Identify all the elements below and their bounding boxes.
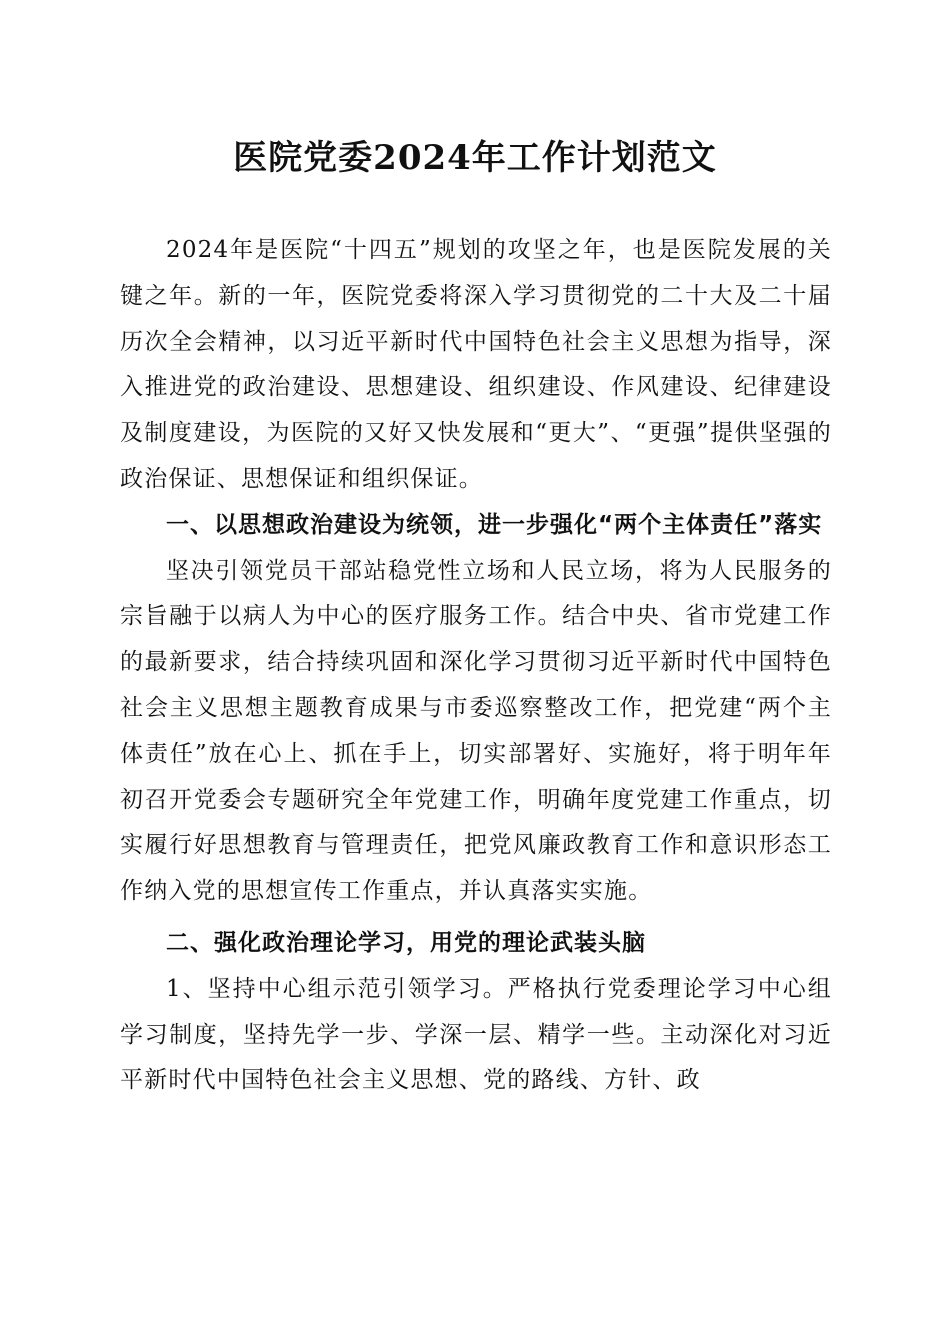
- section-2-paragraph: 1、坚持中心组示范引领学习。严格执行党委理论学习中心组学习制度，坚持先学一步、学深一层、精学一些。主动深化对习近平新时代中国特色社会主义思想、党的路线、方针、政: [120, 975, 832, 1094]
- section-1-paragraph: 坚决引领党员干部站稳党性立场和人民立场，将为人民服务的宗旨融于以病人为中心的医疗服务工作。结合中央、省市党建工作的最新要求，结合持续巩固和深化学习贯彻习近平新时代中国特色社会主义思想主题教育成果与市委巡察整改工作，把党建“两个主体责任”放在心上、抓在手上，切实部署好、实施好，将于明年年初召开党委会专题研究全年党建工作，明确年度党建工作重点，切实履行好思想教育与管理责任，把党风廉政教育工作和意识形态工作纳入党的思想宣传工作重点，并认真落实实施。: [120, 557, 832, 905]
- intro-paragraph: 2024年是医院“十四五”规划的攻坚之年，也是医院发展的关键之年。新的一年，医院党委将深入学习贯彻党的二十大及二十届历次全会精神，以习近平新时代中国特色社会主义思想为指导，深入推进党的政治建设、思想建设、组织建设、作风建设、纪律建设及制度建设，为医院的又好又快发展和“更大”、“更强”提供坚强的政治保证、思想保证和组织保证。: [120, 237, 832, 492]
- section-heading-1: 一、以思想政治建设为统领，进一步强化“两个主体责任”落实: [166, 511, 823, 538]
- document-body: [120, 228, 832, 1104]
- section-heading-2: 二、强化政治理论学习，用党的理论武装头脑: [166, 929, 646, 956]
- document-title: 医院党委2024年工作计划范文: [233, 138, 717, 178]
